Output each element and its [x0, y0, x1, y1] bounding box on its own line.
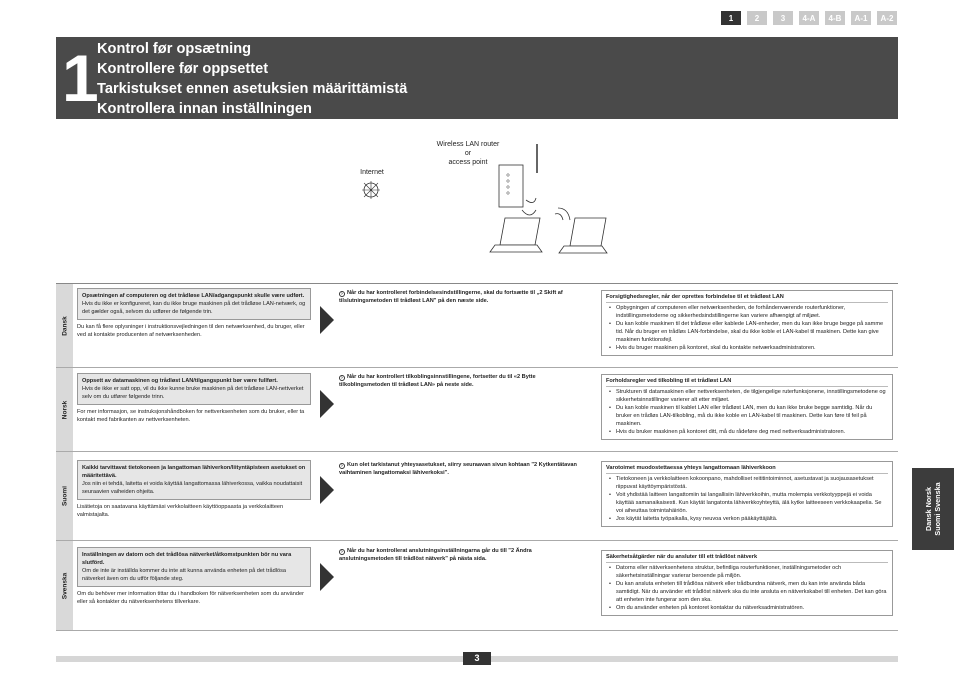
laptop-icon-1	[490, 218, 542, 252]
chevron-right-icon	[320, 306, 334, 334]
reference-note: Om du behöver mer information tittar du i handboken för nätverksenheten som du använder eller så kontakter du nätverksenhetens tillverkare.	[77, 591, 304, 605]
requirement-column	[77, 373, 311, 424]
title-norwegian: Kontrollere før oppsettet	[97, 61, 269, 77]
language-row-finnish	[56, 452, 898, 541]
language-label-text: Dansk	[61, 315, 68, 336]
arrow-bullet-icon: ›	[339, 463, 345, 469]
router-label-line1: Wireless LAN router	[436, 141, 500, 148]
list-item: • Hvis du bruger maskinen på kontoret, skal du kontakte netværksadministratoren.	[606, 344, 888, 352]
requirement-text: Om de inte är inställda kommer du inte att kunna använda enheten på det trådlösa nätverket även om du utför följande steg.	[82, 568, 286, 582]
reference-note: Lisätietoja on saatavana käyttämäsi verkkolaitteen käyttöoppaasta ja verkkolaitteen valmistajalta.	[77, 504, 284, 518]
arrow-bullet-icon: ›	[339, 291, 345, 297]
chevron-right-icon	[320, 476, 334, 504]
chapter-tab-a2[interactable]: A-2	[877, 11, 897, 25]
chapter-tab-1[interactable]: 1	[721, 11, 741, 25]
list-item: • Hvis du bruker maskinen på kontoret ditt, må du rådeføre deg med nettverksadministratoren.	[606, 428, 888, 436]
requirement-title: Oppsett av datamaskinen og trådløst LAN/tilgangspunkt bør være fullført.	[82, 378, 278, 384]
language-label-text: Svenska	[61, 572, 68, 599]
precautions-list	[606, 475, 888, 523]
next-step-label: Kun olet tarkistanut yhteysasetukset, siirry seuraavan sivun kohtaan "2 Kytkentätavan vaihtaminen langattomaksi lähiverkoksi".	[339, 462, 577, 476]
requirement-box	[77, 373, 311, 405]
language-label-norwegian	[56, 368, 73, 451]
precautions-title: Säkerhetsåtgärder när du ansluter till ett trådlöst nätverk	[606, 553, 888, 563]
requirement-title: Kaikki tarvittavat tietokoneen ja langattoman lähiverkon/liityntäpisteen asetukset on määritettävä.	[82, 465, 306, 479]
language-label-danish	[56, 284, 73, 367]
router-label-line3: access point	[448, 159, 488, 166]
requirement-column	[77, 460, 311, 519]
next-step-label: Når du har kontrolleret forbindelsesindstillingerne, skal du fortsætte til „2 Skift af tilslutningsmetoden til trådløst LAN" på den næste side.	[339, 290, 563, 304]
list-item: • Voit yhdistää laitteen langattomiin tai langallisiin lähiverkkoihin, mutta molempia verkkotyyppejä ei voida käyttää samanaikaisesti. Kun käytät langatonta lähiverkkoyhteyttä, älä kytke laitteeseen verkkokaapelia. Se voi aiheuttaa toimintahäiriön.	[606, 491, 888, 515]
title-finnish: Tarkistukset ennen asetuksien määrittämistä	[97, 81, 408, 97]
next-step-label: Når du har kontrollerat anslutningsinställningarna går du till "2 Ändra anslutningsmetoden till trådlöst nätverk" på nästa sida.	[339, 548, 532, 562]
list-item: • Opbygningen af computeren eller netværksenheden, de forhåndenværende routerfunktioner, indstillingsmetoderne og sikkerhedsindstillingerne kan variere afhængigt af miljøet.	[606, 304, 888, 320]
requirement-column	[77, 288, 311, 339]
precautions-box	[601, 550, 893, 616]
language-label-text: Suomi	[61, 486, 68, 506]
requirement-box	[77, 547, 311, 587]
requirement-column	[77, 547, 311, 606]
arrow-bullet-icon: ›	[339, 375, 345, 381]
next-step-text	[339, 462, 579, 477]
internet-icon	[362, 181, 380, 199]
list-item: • Tietokoneen ja verkkolaitteen kokoonpano, mahdolliset reititintoiminnot, asetustavat ja suojausasetukset riippuvat käyttöympäristöstä.	[606, 475, 888, 491]
list-item: • Du kan koble maskinen til det trådløse eller kablede LAN-enheder, men du kan ikke bruge begge på samme tid. Når du bruger en trådløs LAN-forbindelse, skal du ikke koble et LAN-kabel til maskinen. Dette kan give maskinen funktionsfejl.	[606, 320, 888, 344]
next-step-text	[339, 374, 579, 389]
section-titles	[97, 39, 407, 119]
title-swedish: Kontrollera innan inställningen	[97, 101, 312, 117]
diagram-graphic	[300, 130, 630, 280]
language-label-finnish	[56, 452, 73, 540]
next-step-text	[339, 290, 579, 305]
requirement-title: Inställningen av datorn och det trådlösa nätverket/åtkomstpunkten bör nu vara slutförd.	[82, 552, 292, 566]
list-item: • Datorns eller nätverksenhetens struktur, befintliga routerfunktioner, inställningsmetoder och säkerhetsinställningar varierar beroende på miljön.	[606, 564, 888, 580]
reference-note: For mer informasjon, se instruksjonshåndboken for nettverksenheten som du bruker, eller ta kontakt med fabrikanten av nettverksenheten.	[77, 409, 305, 423]
requirement-box	[77, 460, 311, 500]
chapter-tabs	[721, 11, 897, 25]
language-row-danish	[56, 284, 898, 368]
side-tab-line1: Dansk Norsk	[924, 487, 933, 531]
router-icon	[499, 144, 537, 207]
precautions-list	[606, 304, 888, 352]
chapter-tab-a1[interactable]: A-1	[851, 11, 871, 25]
precautions-box	[601, 461, 893, 527]
chapter-tab-4b[interactable]: 4-B	[825, 11, 845, 25]
page-number: 3	[463, 652, 491, 665]
next-step-text	[339, 548, 579, 563]
wifi-waves-icon	[522, 198, 570, 220]
precautions-title: Forsigtighedsregler, når der oprettes forbindelse til et trådløst LAN	[606, 293, 888, 303]
chapter-tab-3[interactable]: 3	[773, 11, 793, 25]
precautions-box	[601, 374, 893, 440]
section-header	[56, 37, 898, 119]
next-step-label: Når du har kontrollert tilkoblingsinnstillingene, fortsetter du til «2 Bytte tilkoblingsmetoden til trådløst LAN» på neste side.	[339, 374, 536, 388]
internet-label: Internet	[360, 169, 384, 176]
language-label-swedish	[56, 541, 73, 630]
laptop-icon-2	[559, 218, 607, 253]
section-number: 1	[62, 41, 99, 115]
side-tab-label	[924, 482, 942, 535]
network-diagram	[300, 130, 630, 280]
requirement-text: Jos niin ei tehdä, laitetta ei voida käyttää langattomassa lähiverkossa, vaikka noudattaisit seuraavien vaiheiden ohjeita.	[82, 481, 303, 495]
language-row-swedish	[56, 541, 898, 631]
requirement-text: Hvis du ikke er konfigureret, kan du ikke bruge maskinen på det trådløse LAN-netværk, og det gælder også, selvom du udfører de følgende trin.	[82, 301, 306, 315]
side-tab-line2: Suomi Svenska	[933, 482, 942, 536]
precautions-title: Forholdsregler ved tilkobling til et trådløst LAN	[606, 377, 888, 387]
reference-note: Du kan få flere oplysninger i instruktionsvejledningen til den netværksenhed, du bruger, eller ved at kontakte producenten af netværksenheden.	[77, 324, 305, 338]
list-item: • Om du använder enheten på kontoret kontaktar du nätverksadministratören.	[606, 604, 888, 612]
language-side-tab[interactable]	[912, 468, 954, 550]
precautions-list	[606, 388, 888, 436]
requirement-box	[77, 288, 311, 320]
chevron-right-icon	[320, 390, 334, 418]
router-label-line2: or	[464, 150, 472, 157]
list-item: • Strukturen til datamaskinen eller nettverksenheten, de tilgjengelige ruterfunksjonene, innstillingsmetodene og sikkerhetsinnstillinger varierer alt etter miljøet.	[606, 388, 888, 404]
chevron-right-icon	[320, 563, 334, 591]
arrow-bullet-icon: ›	[339, 549, 345, 555]
requirement-title: Opsætningen af computeren og det trådløse LAN/adgangspunkt skulle være udført.	[82, 293, 305, 299]
list-item: • Jos käytät laitetta työpaikalla, kysy neuvoa verkon pääkäyttäjältä.	[606, 515, 888, 523]
requirement-text: Hvis de ikke er satt opp, vil du ikke kunne bruke maskinen på det trådløse LAN-nettverket selv om du utfører følgende trinn.	[82, 386, 304, 400]
title-danish: Kontrol før opsætning	[97, 41, 252, 57]
chapter-tab-4a[interactable]: 4-A	[799, 11, 819, 25]
language-label-text: Norsk	[61, 400, 68, 419]
precautions-list	[606, 564, 888, 612]
precautions-title: Varotoimet muodostettaessa yhteys langattomaan lähiverkkoon	[606, 464, 888, 474]
list-item: • Du kan ansluta enheten till trådlösa nätverk eller trådbundna nätverk, men du kan inte använda båda samtidigt. När du använder ett trådlöst nätverk ska du inte ansluta en nätverkskabel till enheten. Det kan göra att enheten inte fungerar som den ska.	[606, 580, 888, 604]
chapter-tab-2[interactable]: 2	[747, 11, 767, 25]
language-row-norwegian	[56, 368, 898, 452]
list-item: • Du kan koble maskinen til kablet LAN eller trådløst LAN, men du kan ikke bruke begge samtidig. Når du bruker en trådløs LAN-tilkobling, må du ikke koble en LAN-kabel til maskinen. Dette kan føre til feil på maskinen.	[606, 404, 888, 428]
precautions-box	[601, 290, 893, 356]
